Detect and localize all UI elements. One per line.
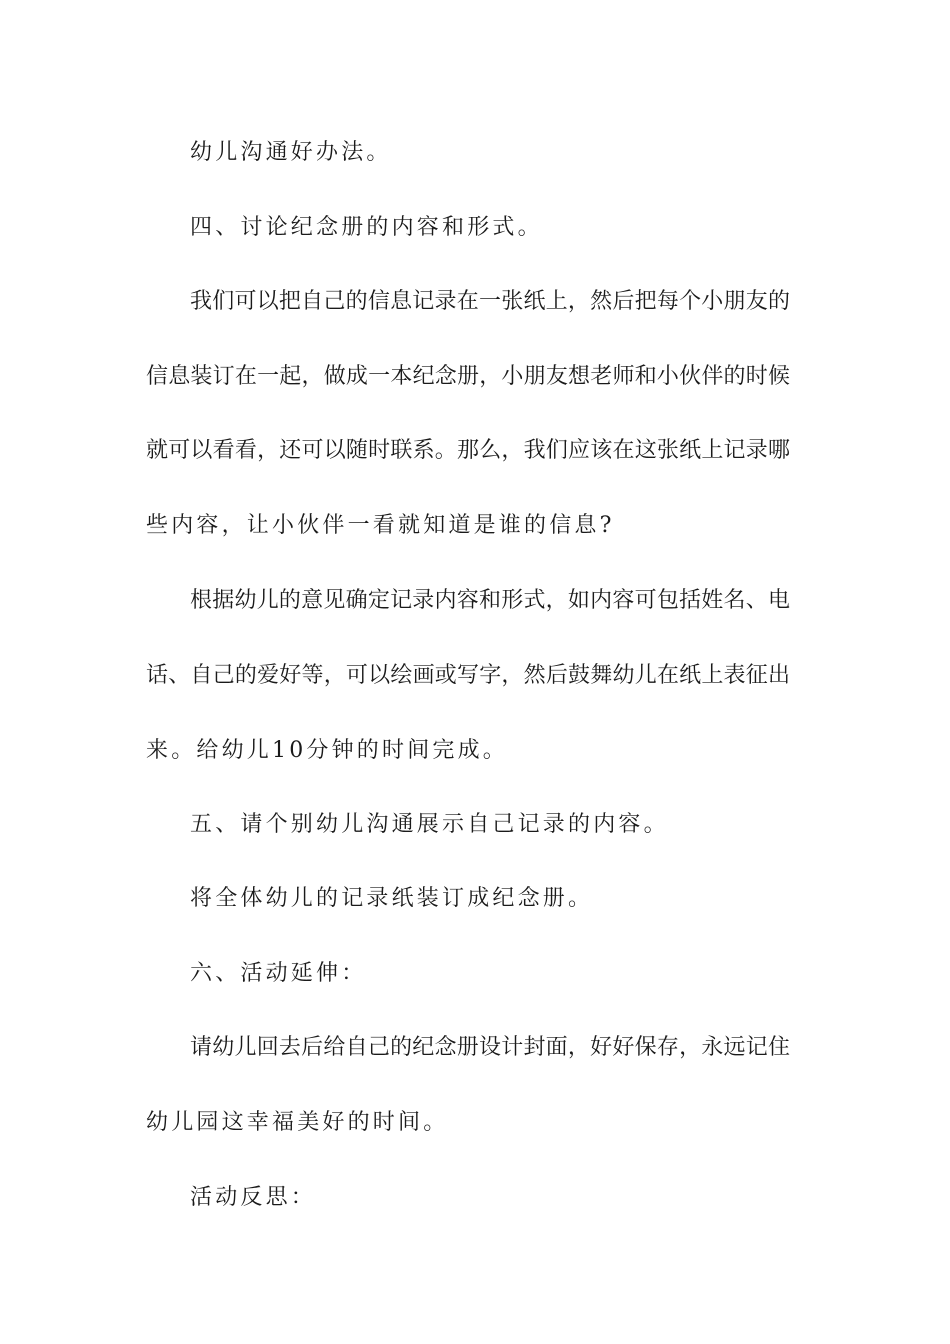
text-line: 请幼儿回去后给自己的纪念册设计封面，好好保存，永远记住 bbox=[190, 1035, 790, 1060]
text-line: 幼儿园这幸福美好的时间。 bbox=[146, 1110, 449, 1135]
text-line: 来。给幼儿10分钟的时间完成。 bbox=[146, 738, 508, 763]
section-heading: 五、请个别幼儿沟通展示自己记录的内容。 bbox=[190, 812, 669, 837]
section-heading: 六、活动延伸： bbox=[190, 961, 367, 986]
text-line: 幼儿沟通好办法。 bbox=[190, 140, 392, 165]
text-line: 信息装订在一起，做成一本纪念册，小朋友想老师和小伙伴的时候 bbox=[146, 364, 790, 389]
section-heading: 四、讨论纪念册的内容和形式。 bbox=[190, 215, 543, 240]
text-line: 将全体幼儿的记录纸装订成纪念册。 bbox=[190, 886, 594, 911]
text-line: 就可以看看，还可以随时联系。那么，我们应该在这张纸上记录哪 bbox=[146, 438, 790, 463]
text-line: 些内容，让小伙伴一看就知道是谁的信息? bbox=[146, 513, 615, 538]
text-line: 根据幼儿的意见确定记录内容和形式，如内容可包括姓名、电 bbox=[190, 588, 790, 613]
section-heading: 活动反思： bbox=[190, 1185, 317, 1210]
text-line: 话、自己的爱好等，可以绘画或写字，然后鼓舞幼儿在纸上表征出 bbox=[146, 663, 790, 688]
text-line: 我们可以把自己的信息记录在一张纸上，然后把每个小朋友的 bbox=[190, 289, 790, 314]
